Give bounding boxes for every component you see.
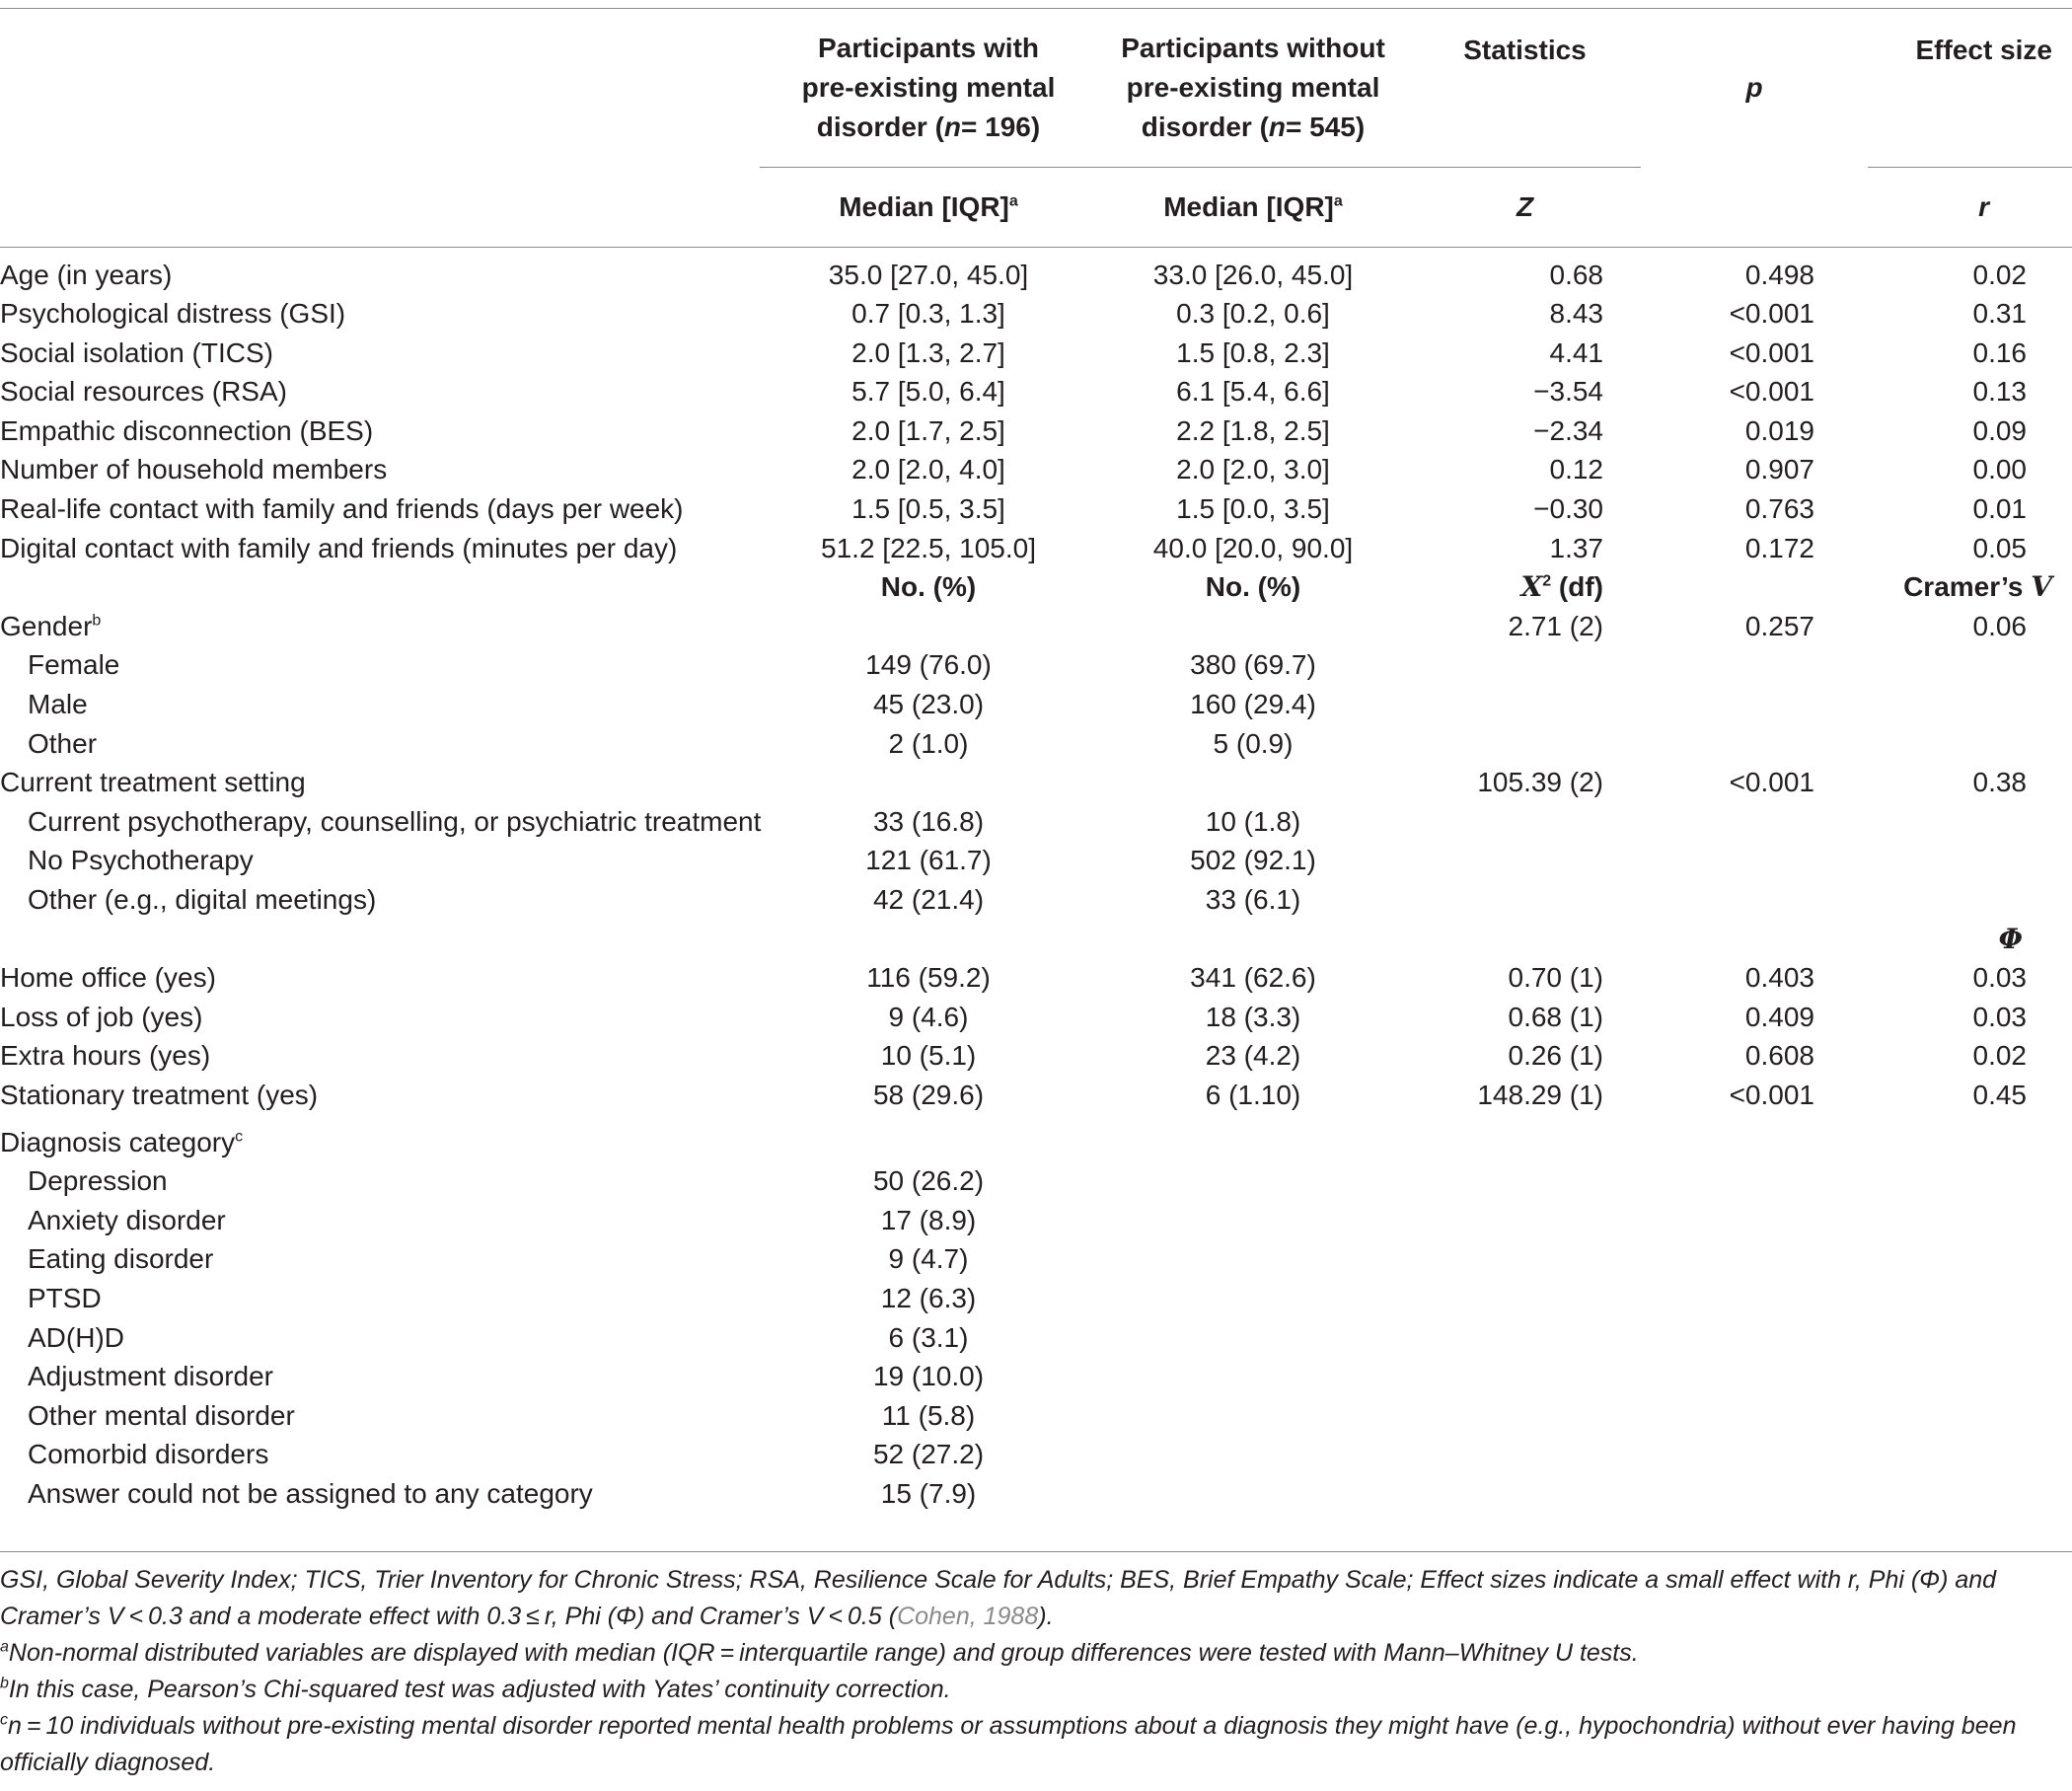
header-p-label: p [1745,72,1763,104]
row-label: Other mental disorder [28,1399,295,1431]
header-effect-size [1868,9,2072,168]
cell-without: 23 (4.2) [1205,1040,1301,1072]
cell-p: 0.019 [1744,414,1814,446]
header-without-line2: pre-existing mental [1126,72,1380,103]
row-label: Answer could not be assigned to any category [28,1477,593,1509]
cell-with: 10 (5.1) [880,1040,977,1072]
cell-p: <0.001 [1729,767,1814,798]
cell-with: 17 (8.9) [880,1204,977,1235]
cell-stat: −0.30 [1533,493,1603,525]
row-label: Digital contact with family and friends (minutes per day) [0,532,678,563]
cell-stat: 148.29 (1) [1477,1079,1603,1110]
gender-sup: b [92,612,102,630]
cell-p: <0.001 [1729,1079,1814,1110]
row-label [0,607,760,646]
cell-with: 9 (4.7) [888,1243,969,1275]
cell-with: 15 (7.9) [880,1477,977,1509]
cramer-label: Cramer’s [1903,571,2032,603]
cell-effect: 0.01 [1972,493,2027,525]
mid-header-row [0,567,2072,607]
cell-without: 341 (62.6) [1190,962,1316,994]
subheader-with-label: Median [IQR] [839,191,1009,222]
cell-with: 6 (3.1) [888,1321,969,1353]
cell-with: 2 (1.0) [888,727,969,759]
cell-with: 1.5 [0.5, 3.5] [851,493,1005,525]
cell-effect: 0.00 [1972,454,2027,485]
row-label: Social resources (RSA) [0,376,287,408]
cell-stat: 2.71 (2) [1508,610,1603,641]
row-label: PTSD [28,1282,102,1313]
cell-with: 11 (5.8) [881,1399,976,1431]
cell-with: 149 (76.0) [865,649,992,681]
table-row [0,1396,2072,1436]
header-with-n: n [943,112,962,142]
results-table [0,8,2072,1514]
table-row [0,256,2072,295]
cell-p: 0.172 [1744,532,1814,563]
mid-header-cramer [1868,567,2072,607]
phi-header-row [0,920,2072,959]
row-label: Comorbid disorders [28,1439,269,1470]
cell-without: 380 (69.7) [1190,649,1316,681]
mid-header-blank [0,567,760,607]
mid-header-chi [1409,567,1641,607]
cell-p: 0.403 [1744,962,1814,994]
row-label: Depression [28,1165,168,1197]
diagnosis-label: Diagnosis category [0,1126,236,1157]
table-row [0,1161,2072,1201]
cell-stat: 105.39 (2) [1477,767,1603,798]
table-row [0,1357,2072,1396]
table-row [0,958,2072,998]
row-label: Psychological distress (GSI) [0,298,346,330]
cell-without: 40.0 [20.0, 90.0] [1152,532,1354,563]
header-blank [0,9,760,168]
table-row [0,880,2072,920]
subheader-without [1097,168,1409,248]
cell-stat: −3.54 [1533,376,1603,408]
header-with-line2: pre-existing mental [801,72,1056,103]
spacer-row [0,1115,2072,1123]
cell-with: 52 (27.2) [872,1439,985,1470]
table-row [0,529,2072,568]
row-label: Loss of job (yes) [0,1001,203,1032]
cell-effect: 0.13 [1972,376,2027,408]
cell-with: 19 (10.0) [872,1361,985,1392]
subheader-without-label: Median [IQR] [1163,191,1334,222]
cell-effect: 0.45 [1972,1079,2027,1110]
mid-header-without: No. (%) [1205,571,1301,603]
row-label: Real-life contact with family and friends (days per week) [0,493,684,525]
table-subheader-row [0,168,2072,248]
header-without-disorder [1097,9,1409,168]
cell-effect: 0.06 [1972,610,2027,641]
row-label: Male [28,689,88,720]
table-row [0,841,2072,880]
table-row [0,450,2072,489]
header-with-line3: disorder ( [816,112,944,142]
row-label: Anxiety disorder [28,1204,226,1235]
table-row [0,1036,2072,1076]
cell-with: 5.7 [5.0, 6.4] [851,376,1005,408]
cell-with: 2.0 [1.7, 2.5] [851,414,1005,446]
cell-effect: 0.02 [1972,259,2027,290]
cell-with: 121 (61.7) [865,845,992,876]
row-label: Eating disorder [28,1243,214,1275]
cell-stat: 0.68 (1) [1508,1001,1603,1032]
phi-header [1868,920,2072,959]
cell-without: 2.0 [2.0, 3.0] [1176,454,1330,485]
table-row [0,1201,2072,1240]
row-label: Home office (yes) [0,962,216,994]
cell-without: 1.5 [0.8, 2.3] [1176,336,1330,368]
table-row [0,294,2072,334]
row-label: Extra hours (yes) [0,1040,211,1072]
table-footnotes [0,1551,2072,1781]
table-row [0,1123,2072,1162]
table-row [0,334,2072,373]
footnote-c-sup: c [0,1711,8,1729]
footnote-abbrev-text: GSI, Global Severity Index; TICS, Trier Inventory for Chronic Stress; RSA, Resilience Scale for Adults; BES, Brief Empathy Scale; Effect sizes indicate a small effect with r, Phi (Φ) and Cramer’s V < 0.3 and a moderate effect with 0.3 ≤ r, Phi (Φ) and Cramer’s V < 0.5 ( [0,1566,1997,1630]
cell-without: 6 (1.10) [1205,1079,1301,1110]
cell-effect: 0.16 [1972,336,2027,368]
cell-stat: 0.68 [1549,259,1603,290]
cell-effect: 0.05 [1972,532,2027,563]
cell-p: <0.001 [1729,336,1814,368]
row-label: Empathic disconnection (BES) [0,414,374,446]
subheader-r [1868,168,2072,248]
cell-with: 51.2 [22.5, 105.0] [821,532,1036,563]
subheader-without-sup: a [1333,192,1343,210]
subheader-with [760,168,1097,248]
footnote-b-text: In this case, Pearson’s Chi-squared test was adjusted with Yates’ continuity correction. [8,1676,951,1703]
row-label: Adjustment disorder [28,1361,274,1392]
cell-effect: 0.02 [1972,1040,2027,1072]
table-row [0,489,2072,529]
subheader-r-label: r [1978,191,1989,222]
cell-with: 33 (16.8) [872,805,985,837]
mid-header-p-blank [1641,567,1868,607]
cell-effect: 0.09 [1972,414,2027,446]
cell-p: 0.608 [1744,1040,1814,1072]
cell-without: 2.2 [1.8, 2.5] [1176,414,1330,446]
cell-without: 18 (3.3) [1205,1001,1301,1032]
cell-p: <0.001 [1729,376,1814,408]
header-p [1641,9,1868,168]
spacer-row [0,248,2072,256]
cell-with: 116 (59.2) [866,962,991,994]
row-label: Age (in years) [0,259,173,290]
cell-without: 5 (0.9) [1213,727,1294,759]
footnote-b [0,1672,2072,1708]
table-row [0,1239,2072,1279]
cell-with: 35.0 [27.0, 45.0] [828,259,1029,290]
subheader-p-blank [1641,168,1868,248]
cell-with: 58 (29.6) [872,1079,985,1110]
gender-label: Gender [0,610,93,641]
cell-with: 2.0 [1.3, 2.7] [851,336,1005,368]
cell-p: 0.257 [1744,610,1814,641]
cell-stat: 1.37 [1549,532,1603,563]
subheader-z [1409,168,1641,248]
cell-p: 0.907 [1744,454,1814,485]
table-row [0,1076,2072,1115]
footnote-a-text: Non-normal distributed variables are displayed with median (IQR = interquartile range) and group differences were tested with Mann–Whitney U tests. [8,1639,1639,1667]
footnote-a [0,1635,2072,1672]
row-label: Number of household members [0,454,388,485]
table-row [0,685,2072,724]
table-row [0,1435,2072,1474]
cell-without: 160 (29.4) [1190,689,1316,720]
header-without-line3: disorder ( [1141,112,1269,142]
cell-p: 0.409 [1744,1001,1814,1032]
row-label [0,1123,760,1162]
cell-effect: 0.31 [1972,298,2027,330]
row-label: Social isolation (TICS) [0,336,273,368]
table-row [0,372,2072,411]
chi-sup: 2 [1542,572,1552,590]
mid-header-with: No. (%) [880,571,977,603]
footnote-c [0,1708,2072,1781]
cell-with: 0.7 [0.3, 1.3] [851,298,1005,330]
cell-effect: 0.03 [1972,1001,2027,1032]
footnote-abbrev-end: ). [1038,1603,1054,1630]
citation-link[interactable]: Cohen, 1988 [897,1603,1039,1630]
table-row [0,802,2072,842]
cell-stat: 4.41 [1549,336,1603,368]
cell-p: <0.001 [1729,298,1814,330]
row-label: No Psychotherapy [28,845,254,876]
row-label: Current psychotherapy, counselling, or psychiatric treatment [28,805,762,837]
table-row [0,607,2072,646]
header-effect-size-label: Effect size [1915,35,2052,65]
cell-without: 0.3 [0.2, 0.6] [1176,298,1330,330]
header-without-n-value: = 545) [1286,112,1366,142]
table-row [0,1318,2072,1358]
header-statistics [1409,9,1641,168]
subheader-with-sup: a [1008,192,1018,210]
header-with-line1: Participants with [817,33,1040,63]
cell-without: 1.5 [0.0, 3.5] [1176,493,1330,525]
phi-symbol: Φ [1998,922,2023,955]
cell-effect: 0.38 [1972,767,2027,798]
table-row [0,763,2072,802]
footnote-abbreviations [0,1562,2072,1635]
cell-stat: 8.43 [1549,298,1603,330]
cell-stat: 0.26 (1) [1508,1040,1603,1072]
cell-with: 45 (23.0) [872,689,985,720]
header-without-n: n [1268,112,1287,142]
cell-p: 0.763 [1744,493,1814,525]
cell-without: 10 (1.8) [1205,805,1301,837]
row-label: Other [28,727,98,759]
header-with-n-value: = 196) [961,112,1041,142]
cell-p: 0.498 [1744,259,1814,290]
cell-without: 502 (92.1) [1190,845,1316,876]
row-label: Other (e.g., digital meetings) [28,884,377,915]
footnote-c-text: n = 10 individuals without pre-existing mental disorder reported mental health problems or assumptions about a diagnosis they might have (e.g., hypochondria) without ever having been officially diagnosed. [0,1712,2017,1776]
header-statistics-label: Statistics [1463,35,1587,65]
diagnosis-sup: c [235,1128,244,1146]
table-row [0,724,2072,764]
cell-with: 42 (21.4) [872,884,985,915]
row-label: Stationary treatment (yes) [0,1079,319,1110]
table-row [0,411,2072,451]
cell-with: 2.0 [2.0, 4.0] [851,454,1005,485]
subheader-blank [0,168,760,248]
row-label: AD(H)D [28,1321,124,1353]
subheader-z-label: Z [1516,191,1534,222]
row-label: Female [28,649,120,681]
cell-without: 6.1 [5.4, 6.6] [1176,376,1330,408]
header-with-disorder [760,9,1097,168]
cramer-symbol: V [2031,570,2052,604]
table-row [0,998,2072,1037]
chi-df: (df) [1551,571,1603,603]
footnote-a-sup: a [0,1638,9,1656]
cell-with: 50 (26.2) [872,1165,985,1197]
cell-without: 33 (6.1) [1205,884,1301,915]
cell-without: 33.0 [26.0, 45.0] [1152,259,1354,290]
table-header-row [0,9,2072,168]
cell-stat: 0.70 (1) [1508,962,1603,994]
footnote-b-sup: b [0,1675,9,1692]
table-row [0,1474,2072,1514]
row-label: Current treatment setting [0,767,306,798]
header-without-line1: Participants without [1121,33,1385,63]
cell-with: 9 (4.6) [888,1001,969,1032]
cell-stat: −2.34 [1533,414,1603,446]
chi-symbol: X [1520,570,1543,604]
cell-stat: 0.12 [1549,454,1603,485]
table-row [0,1279,2072,1318]
cell-effect: 0.03 [1972,962,2027,994]
table-row [0,645,2072,685]
cell-with: 12 (6.3) [880,1282,977,1313]
